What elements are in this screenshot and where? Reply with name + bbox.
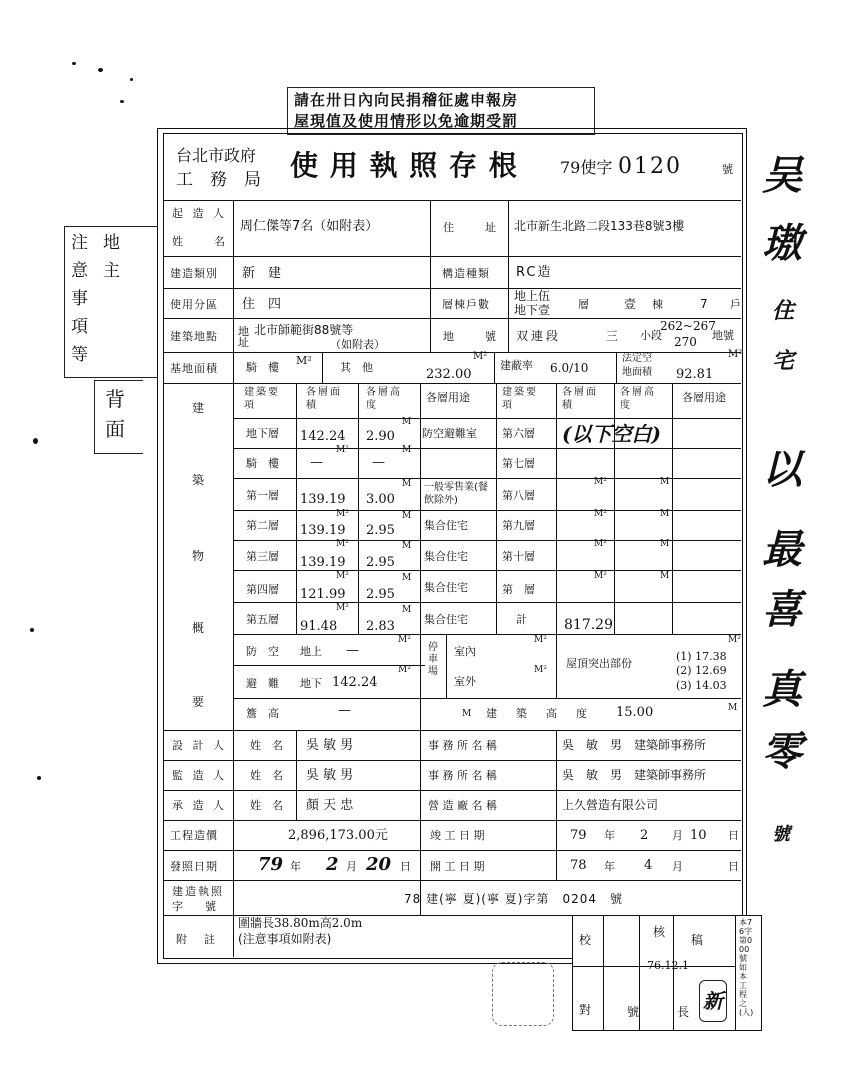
rule <box>163 850 741 851</box>
margin-char: 真 <box>762 666 802 713</box>
other-unit: M² <box>473 351 488 362</box>
rule <box>233 602 741 603</box>
approval-stamp: 新 <box>699 980 727 1022</box>
building-vertical-label: 物 <box>192 549 205 563</box>
right-floor-name: 第六層 <box>502 427 535 440</box>
supervisor-office-label: 事 務 所 名 稱 <box>428 769 497 782</box>
unit-m2: M² <box>336 571 349 581</box>
completion-year: 79 <box>570 828 587 843</box>
area-label: 基地面積 <box>170 362 218 375</box>
unit-m: M <box>660 539 670 549</box>
col-header-use-right: 各層用途 <box>682 391 726 404</box>
site-value: 北市師範街88號等 <box>254 323 354 337</box>
unit-m2: M² <box>398 635 411 645</box>
side-note-box <box>64 226 158 378</box>
parking-indoor: 室內 <box>454 645 476 658</box>
side-note-char: 事 <box>71 289 88 309</box>
unit-m2: M² <box>594 509 607 519</box>
rule <box>233 698 741 699</box>
site-prefix: 地址 <box>238 325 249 349</box>
right-floor-name: 第九層 <box>502 519 535 532</box>
unit-m2: M² <box>336 509 349 519</box>
bldg-height-label: 建 築 高 度 <box>486 707 591 720</box>
back-label-char: 背 <box>105 387 125 411</box>
start-label: 開 工 日 期 <box>430 860 485 873</box>
start-year: 78 <box>570 858 587 873</box>
evac-label: 避 難 <box>246 677 279 690</box>
building-count: 壹 <box>624 297 637 311</box>
designer-office-label: 事 務 所 名 稱 <box>428 739 497 752</box>
arcade-label: 騎 樓 <box>246 361 279 374</box>
rule <box>233 200 234 957</box>
roof-item: (3) 14.03 <box>676 679 727 692</box>
unit-m: M <box>660 571 670 581</box>
rule <box>430 318 431 352</box>
rule <box>735 916 736 1030</box>
building-vertical-label: 建 <box>192 401 205 415</box>
unit-m: M <box>660 477 670 487</box>
build-type-label: 建造類別 <box>170 267 218 280</box>
structure-value: RC造 <box>516 265 553 280</box>
lot-subsection: 三 <box>606 329 619 343</box>
floor-area: 139.19 <box>300 523 346 538</box>
unit-m2: M² <box>336 445 349 455</box>
building-vertical-label: 概 <box>192 621 205 635</box>
rule <box>163 820 741 821</box>
blank-note: (以下空白) <box>562 422 661 446</box>
floor-name: 第一層 <box>246 489 279 502</box>
lot-label: 地 號 <box>443 330 499 343</box>
unit-m: M <box>402 417 412 427</box>
arcade-unit: M² <box>296 354 312 367</box>
contractor-name-label: 姓 名 <box>250 799 283 812</box>
site-label: 建築地點 <box>170 330 218 343</box>
parking-outdoor: 室外 <box>454 675 476 688</box>
total-area: 817.29 <box>564 617 613 633</box>
applicant-label-2: 姓 名 <box>172 235 228 248</box>
rule <box>508 200 509 256</box>
margin-char: 最 <box>762 526 802 573</box>
designer-office: 吳 敏 男 建築師事務所 <box>562 738 707 752</box>
side-note-char: 地 <box>103 233 120 253</box>
permit-value: 78 建(寧 夏)(寧 夏)字第 0204 號 <box>404 892 623 906</box>
scan-speck <box>98 68 103 72</box>
applicant-value: 周仁傑等7名（如附表） <box>240 219 379 234</box>
units-unit: 戶 <box>730 298 741 311</box>
unit-m2: M² <box>534 635 547 645</box>
back-label-char: 面 <box>105 417 125 441</box>
completion-day-unit: 日 <box>728 829 739 842</box>
unit-m2: M² <box>336 603 349 613</box>
rule <box>296 730 297 820</box>
doc-suffix: 號 <box>722 163 733 176</box>
rule <box>163 318 741 319</box>
rule <box>672 383 673 634</box>
rule <box>322 352 323 383</box>
shelter-value: — <box>346 643 359 658</box>
rule <box>163 760 741 761</box>
build-type-value: 新 建 <box>242 266 282 281</box>
completion-label: 竣 工 日 期 <box>430 829 485 842</box>
rule <box>603 916 604 1030</box>
approval-label-bottom: 對 <box>579 1003 592 1017</box>
right-floor-name: 第七層 <box>502 457 535 470</box>
rule <box>163 288 741 289</box>
roof-label: 屋頂突出部份 <box>566 657 632 670</box>
unit-m: M <box>402 573 412 583</box>
floor-height: 2.95 <box>366 555 395 570</box>
floor-area: — <box>310 455 323 470</box>
contractor-firm-label: 營 造 廠 名 稱 <box>428 799 497 812</box>
unit-m: M <box>402 541 412 551</box>
side-note-char: 注 <box>71 233 88 253</box>
bldg-height-unit: M <box>728 703 738 713</box>
scan-speck <box>37 776 41 780</box>
approval-date: 76.12.1 <box>647 959 689 972</box>
rule <box>446 634 447 698</box>
rule <box>420 730 421 915</box>
margin-char: 吴 <box>762 152 802 199</box>
rule <box>233 448 741 449</box>
supervisor-name: 吳 敏 男 <box>306 768 354 783</box>
col-header-height-right: 各層高度 <box>620 387 656 411</box>
approval-side-text: 本76字第000號如本工程之(人) <box>739 918 754 1017</box>
margin-char: 宅 <box>772 348 795 374</box>
doc-number: 0120 <box>618 154 682 179</box>
side-note-char: 等 <box>71 345 88 365</box>
unit-m: M <box>402 445 412 455</box>
unit-m: M <box>402 605 412 615</box>
col-header-use-left: 各層用途 <box>426 391 470 404</box>
evac-value: 142.24 <box>332 675 378 690</box>
rule <box>430 200 431 256</box>
open-space-label-2: 地面積 <box>622 367 652 378</box>
lot-subsection-unit: 小段 <box>640 329 662 342</box>
floor-name: 地下層 <box>246 427 279 440</box>
unit-m2: M² <box>594 477 607 487</box>
site-note: （如附表） <box>330 338 385 351</box>
rule <box>163 790 741 791</box>
floor-use: 集合住宅 <box>424 581 468 594</box>
floor-area: 142.24 <box>300 429 346 444</box>
floor-name: 第四層 <box>246 583 279 596</box>
right-margin <box>758 150 828 870</box>
floor-name: 第二層 <box>246 519 279 532</box>
cost-label: 工程造價 <box>170 829 218 842</box>
floor-use: 防空避難室 <box>422 427 477 440</box>
notes-line-1: 圍牆長38.80m高2.0m <box>238 916 363 930</box>
col-header-item-right: 建築要項 <box>502 387 538 411</box>
approval-label-top: 核 <box>653 925 666 939</box>
col-header-area-right: 各層面積 <box>562 387 598 411</box>
units-count: 7 <box>700 297 708 311</box>
agency-line-2: 工 務 局 <box>176 170 261 190</box>
unit-m2: M² <box>594 571 607 581</box>
issue-year: 79 <box>258 854 284 875</box>
unit-m2: M² <box>336 539 349 549</box>
designer-name: 吳 敏 男 <box>306 738 354 753</box>
eave-value: — <box>338 703 351 718</box>
rule <box>163 352 741 353</box>
permit-label-1: 建造執照 <box>172 885 224 898</box>
start-month: 4 <box>644 858 653 873</box>
scan-speck <box>130 78 133 81</box>
eave-label: 簷 高 <box>246 707 279 720</box>
rule <box>163 880 741 881</box>
roof-item: (2) 12.69 <box>676 664 727 677</box>
unit-m: M <box>402 511 412 521</box>
shelter-sub: 地上 <box>300 645 322 658</box>
back-label-box <box>94 380 143 454</box>
approval-box <box>572 915 762 1031</box>
col-header-height-left: 各層高度 <box>366 387 402 411</box>
unit-m2: M² <box>534 665 547 675</box>
issue-label: 發照日期 <box>170 860 218 873</box>
supervisor-office: 吳 敏 男 建築師事務所 <box>562 768 707 782</box>
unit-m2: M² <box>594 539 607 549</box>
supervisor-label: 監 造 人 <box>172 769 227 782</box>
open-space-value: 92.81 <box>676 367 714 382</box>
scan-speck <box>33 438 38 444</box>
floor-area: 91.48 <box>300 619 338 634</box>
floor-height: 3.00 <box>366 492 395 507</box>
cost-value: 2,896,173.00元 <box>288 828 388 843</box>
rule <box>556 730 557 880</box>
parking-label: 停車場 <box>428 642 438 677</box>
rule <box>508 256 509 352</box>
rule <box>556 634 557 698</box>
right-floor-name: 第十層 <box>502 550 535 563</box>
scan-speck <box>72 62 76 65</box>
completion-year-unit: 年 <box>604 829 615 842</box>
contractor-name: 顏 天 忠 <box>306 798 354 813</box>
rule <box>614 383 615 634</box>
open-space-unit: M² <box>728 349 743 360</box>
approval-label-bottom: 長 <box>677 1005 690 1019</box>
floor-height: 2.90 <box>366 429 395 444</box>
roof-item: (1) 17.38 <box>676 650 727 663</box>
floor-height: 2.83 <box>366 619 395 634</box>
floor-use: 集合住宅 <box>424 550 468 563</box>
margin-char: 璈 <box>762 220 802 267</box>
rule <box>494 352 495 383</box>
doc-prefix: 79使字 <box>560 158 613 177</box>
zoning-label: 使用分區 <box>170 298 218 311</box>
notes-label: 附 註 <box>176 933 218 946</box>
issue-month: 2 <box>326 854 339 875</box>
approval-label-top: 校 <box>579 933 592 947</box>
rule <box>496 383 497 634</box>
lot-section: 双連段 <box>516 329 562 343</box>
shelter-label: 防 空 <box>246 645 279 658</box>
address-value: 北市新生北路二段133巷8號3樓 <box>514 219 685 233</box>
start-year-unit: 年 <box>604 860 615 873</box>
margin-char: 號 <box>772 824 790 845</box>
unit-m: M <box>660 509 670 519</box>
right-floor-name: 計 <box>516 613 527 626</box>
address-label: 住 址 <box>443 221 499 234</box>
rule <box>616 352 617 383</box>
form-title: 使 用 執 照 存 根 <box>290 149 518 182</box>
margin-char: 零 <box>762 728 802 775</box>
supervisor-name-label: 姓 名 <box>250 769 283 782</box>
open-space-label-1: 法定空 <box>622 353 652 364</box>
evac-sub: 地下 <box>300 677 322 690</box>
floors-label: 層棟戶數 <box>442 298 490 311</box>
floors-unit: 層 <box>578 298 589 311</box>
scan-smudge <box>492 962 554 1026</box>
other-value: 232.00 <box>426 367 472 382</box>
rule <box>430 256 431 318</box>
lot-numbers-top: 262~267 <box>660 319 716 333</box>
building-unit: 棟 <box>652 298 663 311</box>
rule <box>163 256 741 257</box>
floor-height: 2.95 <box>366 587 395 602</box>
floors-below: 地下壹 <box>514 303 551 317</box>
building-vertical-label: 要 <box>192 695 205 709</box>
structure-label: 構造種類 <box>442 267 490 280</box>
col-header-item-left: 建築要項 <box>244 387 280 411</box>
agency-line-1: 台北市政府 <box>176 146 257 165</box>
coverage-label: 建蔽率 <box>500 359 533 372</box>
floor-use: 集合住宅 <box>424 613 468 626</box>
lot-suffix: 地號 <box>712 329 734 342</box>
unit-m2: M² <box>398 665 411 675</box>
floors-above: 地上伍 <box>514 289 551 303</box>
building-vertical-label: 築 <box>192 473 205 487</box>
floor-name: 第三層 <box>246 550 279 563</box>
floor-name: 騎 樓 <box>246 457 279 470</box>
rule <box>163 730 741 731</box>
applicant-label-1: 起 造 人 <box>172 207 227 220</box>
side-note-char: 項 <box>71 317 88 337</box>
contractor-firm: 上久營造有限公司 <box>562 798 659 812</box>
unit-m2: M² <box>728 635 741 645</box>
issue-day-unit: 日 <box>400 860 411 873</box>
margin-char: 以 <box>762 446 802 493</box>
other-label: 其 他 <box>340 361 373 374</box>
approval-label-bottom: 號 <box>627 1005 640 1019</box>
floor-name: 第五層 <box>246 613 279 626</box>
issue-year-unit: 年 <box>290 860 301 873</box>
rule <box>233 418 741 419</box>
unit-m: M <box>462 709 472 719</box>
bldg-height-value: 15.00 <box>616 705 654 720</box>
completion-month-unit: 月 <box>672 829 683 842</box>
side-note-char: 主 <box>103 261 120 281</box>
margin-char: 喜 <box>762 586 802 633</box>
floor-area: 139.19 <box>300 555 346 570</box>
side-note-char: 意 <box>71 261 88 281</box>
scan-speck <box>30 628 34 632</box>
issue-month-unit: 月 <box>346 860 357 873</box>
issue-day: 20 <box>366 854 392 875</box>
rule <box>296 383 297 634</box>
designer-name-label: 姓 名 <box>250 739 283 752</box>
floor-height: 2.95 <box>366 523 395 538</box>
completion-month: 2 <box>640 828 649 843</box>
floor-use: 一般零售業(餐飲除外) <box>424 482 488 506</box>
notice-line-1: 請在卅日內向民捐稽征處申報房 <box>294 91 519 109</box>
margin-char: 住 <box>772 298 795 324</box>
start-day-unit: 日 <box>728 860 739 873</box>
rule <box>673 916 674 1030</box>
rule <box>233 634 741 635</box>
rule <box>163 200 741 201</box>
rule <box>420 383 421 730</box>
floor-area: 139.19 <box>300 492 346 507</box>
coverage-value: 6.0/10 <box>550 361 589 375</box>
right-floor-name: 第八層 <box>502 489 535 502</box>
approval-label-top: 稿 <box>691 933 704 947</box>
completion-day: 10 <box>690 828 707 843</box>
unit-m: M <box>402 479 412 489</box>
contractor-label: 承 造 人 <box>172 799 227 812</box>
rule <box>556 383 557 634</box>
rule <box>163 383 741 384</box>
permit-label-2: 字 號 <box>172 900 216 913</box>
rule <box>358 383 359 634</box>
floor-height: — <box>372 455 385 470</box>
rule <box>639 916 640 1030</box>
floor-use: 集合住宅 <box>424 519 468 532</box>
right-floor-name: 第 層 <box>502 583 535 596</box>
rule <box>233 665 425 666</box>
scan-speck <box>120 100 124 103</box>
start-month-unit: 月 <box>672 860 683 873</box>
notes-line-2: (注意事項如附表) <box>238 932 332 946</box>
floor-area: 121.99 <box>300 587 346 602</box>
lot-numbers-bottom: 270 <box>674 335 697 349</box>
col-header-area-left: 各層面積 <box>306 387 342 411</box>
zoning-value: 住 四 <box>242 297 282 312</box>
designer-label: 設 計 人 <box>172 739 227 752</box>
notice-line-2: 屋現值及使用情形以免逾期受罰 <box>294 112 519 130</box>
